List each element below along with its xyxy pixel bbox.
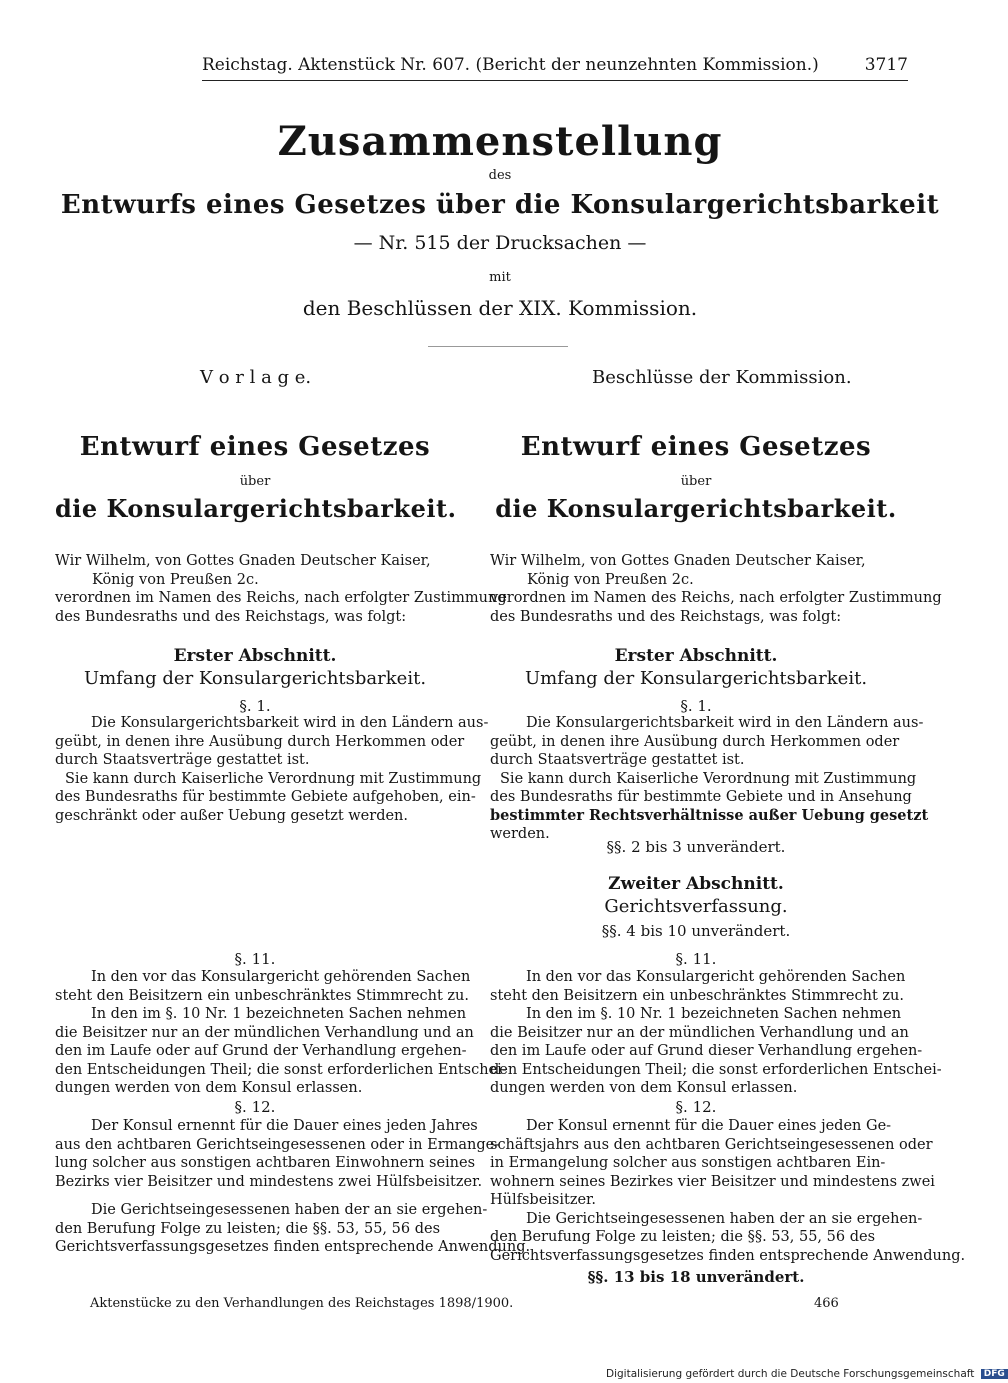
- text-line: werden.: [490, 826, 550, 842]
- section-number: §. 12.: [675, 1098, 717, 1116]
- text-line: bestimmter Rechtsverhältnisse außer Uebung gesetzt: [490, 806, 929, 824]
- text-line: lung solcher aus sonstigen achtbaren Einwohnern seines: [55, 1155, 476, 1171]
- footer-source: Aktenstücke zu den Verhandlungen des Reichstages 1898/1900.: [90, 1296, 514, 1311]
- title-des: des: [488, 168, 512, 183]
- abschnitt-heading: Zweiter Abschnitt.: [608, 874, 784, 894]
- title-mit: mit: [489, 270, 511, 285]
- abschnitt-title: Gerichtsverfassung.: [604, 896, 788, 917]
- preamble-line: verordnen im Namen des Reichs, nach erfolgter Zustimmung: [490, 590, 942, 606]
- colhead-beschluesse: Beschlüsse der Kommission.: [592, 367, 852, 388]
- footer-sheet-number: 466: [814, 1296, 839, 1311]
- section-number: §. 1.: [680, 697, 712, 715]
- drucksache-ref: — Nr. 515 der Drucksachen —: [353, 232, 647, 254]
- text-line: schäftsjahrs aus den achtbaren Gerichtseingesessenen oder: [490, 1136, 933, 1153]
- text-line: dungen werden von dem Konsul erlassen.: [55, 1080, 363, 1096]
- document-title: Zusammenstellung: [277, 118, 723, 165]
- kommission-line: den Beschlüssen der XIX. Kommission.: [302, 296, 698, 320]
- text-line: Die Gerichtseingesessenen haben der an sie ergehen-: [91, 1202, 488, 1218]
- section-11-text: [490, 968, 942, 1098]
- section-1-text: [490, 714, 929, 844]
- text-line: In den im §. 10 Nr. 1 bezeichneten Sachen nehmen: [526, 1006, 902, 1022]
- preamble-line: König von Preußen 2c.: [92, 571, 259, 588]
- running-head: Reichstag. Aktenstück Nr. 607. (Bericht der neunzehnten Kommission.): [202, 55, 819, 75]
- text-line: steht den Beisitzern ein unbeschränktes Stimmrecht zu.: [490, 987, 904, 1004]
- page-number: 3717: [864, 55, 908, 75]
- text-line: die Beisitzer nur an der mündlichen Verhandlung und an: [55, 1024, 474, 1041]
- preamble-line: Wir Wilhelm, von Gottes Gnaden Deutscher Kaiser,: [55, 553, 431, 569]
- preamble-line: des Bundesraths und des Reichstags, was folgt:: [55, 608, 407, 625]
- text-line: In den vor das Konsulargericht gehörenden Sachen: [91, 969, 471, 985]
- text-line: durch Staatsverträge gestattet ist.: [55, 752, 310, 768]
- section-number: §. 11.: [675, 950, 717, 968]
- text-line: die Beisitzer nur an der mündlichen Verhandlung und an: [490, 1024, 909, 1041]
- text-line: in Ermangelung solcher aus sonstigen achtbaren Ein-: [490, 1155, 886, 1171]
- text-line: den im Laufe oder auf Grund der Verhandlung ergehen-: [55, 1043, 467, 1059]
- dfg-logo: DFG: [981, 1369, 1008, 1379]
- law-ueber: über: [239, 474, 271, 489]
- preamble: [55, 552, 507, 626]
- text-line: steht den Beisitzern ein unbeschränktes Stimmrecht zu.: [55, 987, 469, 1004]
- text-line: den Entscheidungen Theil; die sonst erforderlichen Entschei-: [490, 1061, 942, 1078]
- text-line: Die Konsulargerichtsbarkeit wird in den Ländern aus-: [91, 715, 489, 731]
- colhead-vorlage: V o r l a g e.: [200, 367, 312, 388]
- section-number: §. 11.: [234, 950, 276, 968]
- preamble-line: König von Preußen 2c.: [527, 571, 694, 588]
- preamble-line: des Bundesraths und des Reichstags, was folgt:: [490, 608, 842, 625]
- text-line: den im Laufe oder auf Grund dieser Verhandlung ergehen-: [490, 1043, 923, 1059]
- abschnitt-title: Umfang der Konsulargerichtsbarkeit.: [83, 668, 427, 689]
- law-ueber: über: [680, 474, 712, 489]
- text-line: geübt, in denen ihre Ausübung durch Herkommen oder: [490, 733, 900, 750]
- page-header: [202, 55, 908, 81]
- text-line: des Bundesraths für bestimmte Gebiete und in Ansehung: [490, 789, 912, 805]
- text-line: Der Konsul ernennt für die Dauer eines jeden Ge-: [526, 1118, 892, 1134]
- title-divider: [428, 346, 568, 347]
- text-line: geübt, in denen ihre Ausübung durch Herkommen oder: [55, 733, 465, 750]
- text-line: Gerichtsverfassungsgesetzes finden entsprechende Anwendung.: [490, 1247, 966, 1264]
- preamble-line: Wir Wilhelm, von Gottes Gnaden Deutscher Kaiser,: [490, 553, 866, 569]
- section-12-text: [55, 1117, 531, 1257]
- preamble-line: verordnen im Namen des Reichs, nach erfolgter Zustimmung: [55, 590, 507, 606]
- abschnitt-heading: Erster Abschnitt.: [173, 646, 337, 666]
- text-line: den Berufung Folge zu leisten; die §§. 53, 55, 56 des: [490, 1229, 876, 1245]
- law-title: Entwurf eines Gesetzes: [520, 432, 872, 462]
- dfg-credit-text: Digitalisierung gefördert durch die Deutsche Forschungsgemeinschaft: [606, 1368, 975, 1380]
- document-subject: Entwurfs eines Gesetzes über die Konsulargerichtsbarkeit: [60, 190, 940, 220]
- unchanged-note: §§. 2 bis 3 unverändert.: [606, 838, 786, 856]
- text-line: wohnern seines Bezirkes vier Beisitzer und mindestens zwei: [490, 1173, 935, 1190]
- law-subject: die Konsulargerichtsbarkeit.: [495, 494, 897, 523]
- text-line: dungen werden von dem Konsul erlassen.: [490, 1080, 798, 1096]
- text-line: des Bundesraths für bestimmte Gebiete aufgehoben, ein-: [55, 789, 476, 805]
- text-line: Sie kann durch Kaiserliche Verordnung mit Zustimmung: [500, 770, 917, 787]
- section-12-text: [490, 1117, 966, 1265]
- text-line: den Entscheidungen Theil; die sonst erforderlichen Entschei-: [55, 1061, 507, 1078]
- text-line: geschränkt oder außer Uebung gesetzt werden.: [55, 807, 408, 824]
- text-line: den Berufung Folge zu leisten; die §§. 53, 55, 56 des: [55, 1220, 441, 1237]
- text-line: Die Gerichtseingesessenen haben der an sie ergehen-: [526, 1210, 923, 1227]
- header-rule: [202, 80, 908, 81]
- preamble: [490, 552, 942, 626]
- text-line: In den vor das Konsulargericht gehörenden Sachen: [526, 969, 906, 985]
- unchanged-note: §§. 13 bis 18 unverändert.: [587, 1268, 805, 1286]
- section-1-text: [55, 714, 489, 825]
- unchanged-note: §§. 4 bis 10 unverändert.: [601, 922, 791, 940]
- dfg-credit: [606, 1368, 1008, 1380]
- text-line: Bezirks vier Beisitzer und mindestens zwei Hülfsbeisitzer.: [55, 1173, 483, 1190]
- section-11-text: [55, 968, 507, 1098]
- abschnitt-title: Umfang der Konsulargerichtsbarkeit.: [524, 668, 868, 689]
- law-title: Entwurf eines Gesetzes: [79, 432, 431, 462]
- text-line: Die Konsulargerichtsbarkeit wird in den Ländern aus-: [526, 715, 924, 731]
- section-number: §. 1.: [239, 697, 271, 715]
- text-line: Gerichtsverfassungsgesetzes finden entsprechende Anwendung.: [55, 1239, 531, 1255]
- text-line: aus den achtbaren Gerichtseingesessenen oder in Ermange-: [55, 1136, 500, 1153]
- abschnitt-heading: Erster Abschnitt.: [614, 646, 778, 666]
- text-line: Sie kann durch Kaiserliche Verordnung mit Zustimmung: [65, 770, 482, 787]
- law-subject: die Konsulargerichtsbarkeit.: [55, 494, 457, 523]
- text-line: durch Staatsverträge gestattet ist.: [490, 752, 745, 768]
- text-line: Hülfsbeisitzer.: [490, 1192, 597, 1208]
- text-line: In den im §. 10 Nr. 1 bezeichneten Sachen nehmen: [91, 1006, 467, 1022]
- section-number: §. 12.: [234, 1098, 276, 1116]
- text-line: Der Konsul ernennt für die Dauer eines jeden Jahres: [91, 1118, 478, 1134]
